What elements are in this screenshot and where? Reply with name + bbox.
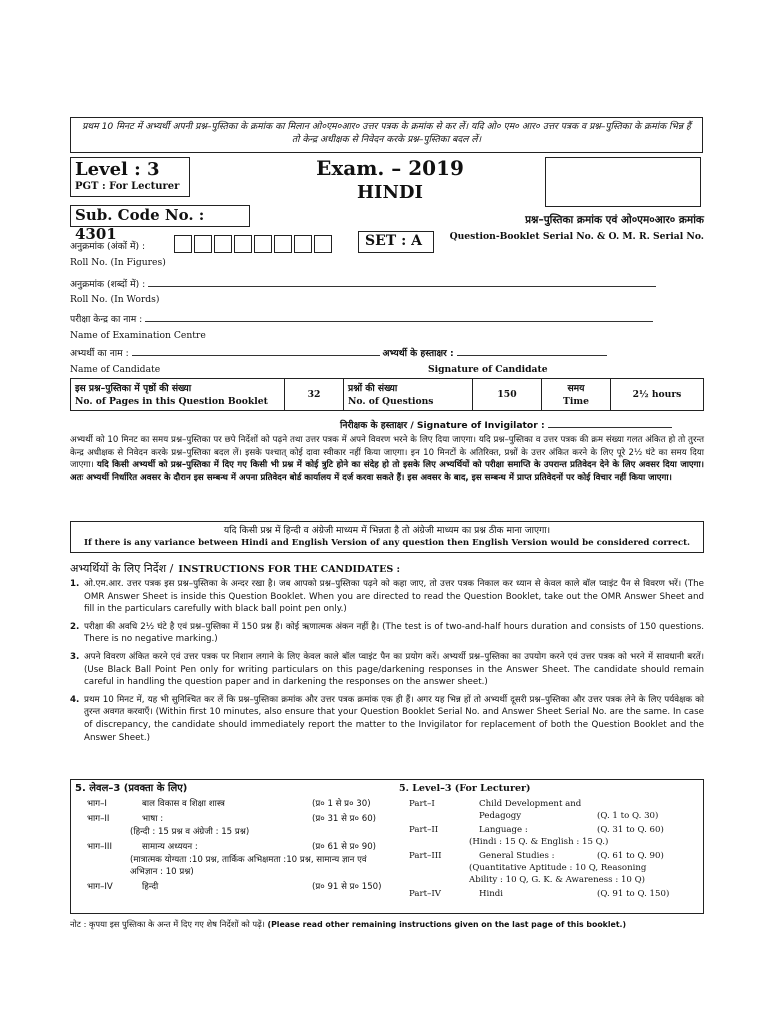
serial-number-box: [545, 157, 701, 207]
centre-label-hi: परीक्षा केन्द्र का नाम :: [70, 313, 690, 326]
roll-words-label-hi: अनुक्रमांक (शब्दों में) :: [70, 278, 690, 291]
serial-label-hi: प्रश्न–पुस्तिका क्रमांक एवं ओ०एम०आर० क्रमांक: [525, 214, 704, 226]
pages-value: 32: [285, 379, 344, 411]
top-notice: प्रथम 10 मिनट में अभ्यर्थी अपनी प्रश्न–पुस्तिका के क्रमांक का मिलान ओ०एम०आर० उत्तर पत्रक के क्रमांक से कर लें। यदि ओ० एम० आर० उत्तर पत्रक व प्रश्न–पुस्तिका के क्रमांक भिन्न हैं तो केन्द्र अधीक्षक से निवेदन करके प्रश्न–पुस्तिका बदल लें।: [70, 117, 703, 153]
section-5-english: 5. Level–3 (For Lecturer) Part–I Child Development and Pedagogy (Q. 1 to Q. 30) Part–II Language : (Q. 31 to Q. 60) (Hindi : 15 Q. & English : 15 Q.) Part–III General Studies : (Q. 61 to Q. 90) (Quantitative Aptitude : 10 Q, Reasoning Ability : 10 Q, G. K. & Awareness : 10 Q) Part–IV Hindi (Q. 91 to Q. 150): [399, 783, 670, 899]
candidate-row: अभ्यर्थी का नाम : अभ्यर्थी के हस्ताक्षर :: [70, 347, 690, 360]
instruction-list: [70, 578, 704, 744]
instruction-paragraph: अभ्यर्थी को 10 मिनट का समय प्रश्न–पुस्तिका पर छपे निर्देशों को पढ़ने तथा उत्तर पत्रक में अपने विवरण भरने के लिए दिया जाएगा। यदि प्रश्न–पुस्तिका व उत्तर पत्रक की क्रम संख्या गलत अंकित हो तो तुरन्त केन्द्र अधीक्षक से निवेदन करके प्रश्न–पुस्तिका बदल लें। इसके पश्चात् कोई दावा स्वीकार नहीं किया जाएगा। इन 10 मिनटों के अतिरिक्त, प्रश्नों के उत्तर अंकित करने के लिए पूरे 2½ घंटे का समय दिया जाएगा। यदि किसी अभ्यर्थी को प्रश्न–पुस्तिका में दिए गए किसी भी प्रश्न में कोई त्रुटि होने का संदेह हो तो इसके लिए अभ्यर्थियों को परीक्षा समाप्ति के उपरान्त प्रतिवेदन देने के लिए अवसर दिया जाएगा। अतः अभ्यर्थी निर्धारित अवसर के दौरान इस सम्बन्ध में अपना प्रतिवेदन बोर्ड कार्यालय में दर्ज करवा सकते हैं। इस अवसर के बाद, इस सम्बन्ध में प्राप्त प्रतिवेदनों पर कोई विचार नहीं किया जाएगा।: [70, 435, 704, 483]
roll-words-input[interactable]: [148, 286, 656, 287]
candidate-label-en: Name of Candidate: [70, 364, 161, 375]
questions-value: 150: [473, 379, 542, 411]
serial-label-en: Question-Booklet Serial No. & O. M. R. Serial No.: [449, 231, 704, 242]
booklet-meta-table: इस प्रश्न–पुस्तिका में पृष्ठों की संख्या No. of Pages in this Question Booklet 32 प्रश्नों की संख्या No. of Questions 150 समय Time 2½ hours: [70, 378, 704, 411]
level-label: Level : 3: [75, 159, 160, 180]
instruction-item: 2. परीक्षा की अवधि 2½ घंटे है एवं प्रश्न–पुस्तिका में 150 प्रश्न हैं। कोई ऋणात्मक अंकन नहीं है। (The test is of two-and-half hours duration and consists of 150 questions. There is no negative marking.): [70, 621, 704, 645]
section-5-hindi: 5. लेवल–3 (प्रवक्ता के लिए) भाग–I बाल विकास व शिक्षा शास्त्र (प्र० 1 से प्र० 30) भाग–II भाषा : (प्र० 31 से प्र० 60) (हिन्दी : 15 प्रश्न व अंग्रेजी : 15 प्रश्न) भाग–III सामान्य अध्ययन : (प्र० 61 से प्र० 90) (मात्रात्मक योग्यता :10 प्रश्न, तार्किक अभिक्षमता :10 प्रश्न, सामान्य ज्ञान एवं अभिज्ञान : 10 प्रश्न) भाग–IV हिन्दी (प्र० 91 से प्र० 150): [75, 783, 382, 892]
centre-input[interactable]: [145, 321, 653, 322]
exam-title: Exam. – 2019 HINDI: [290, 155, 490, 205]
instructions-heading: अभ्यर्थियों के लिए निर्देश / INSTRUCTIONS FOR THE CANDIDATES :: [70, 562, 401, 575]
roll-figures-label-hi: अनुक्रमांक (अंकों में) :: [70, 241, 146, 252]
candidate-signature-input[interactable]: [457, 355, 607, 356]
time-value: 2½ hours: [611, 379, 704, 411]
variance-notice: यदि किसी प्रश्न में हिन्दी व अंग्रेजी माध्यम में भिन्नता है तो अंग्रेजी माध्यम का प्रश्न ठीक माना जाएगा। If there is any variance between Hindi and English Version of any question then English Version would be considered correct.: [70, 521, 704, 553]
footer-note: नोट : कृपया इस पुस्तिका के अन्त में दिए गए शेष निर्देशों को पढ़ें। (Please read other remaining instructions given on the last page of this booklet.): [70, 919, 627, 929]
roll-words-label-en: Roll No. (In Words): [70, 294, 160, 305]
instruction-item: 3. अपने विवरण अंकित करने एवं उत्तर पत्रक पर निशान लगाने के लिए केवल काले बॉल प्वाइंट पैन का प्रयोग करें। अभ्यर्थी प्रश्न–पुस्तिका का उपयोग करने एवं उत्तर पत्रक को भरने में सावधानी बरतें। (Use Black Ball Point Pen only for writing particulars on this page/darkening responses in the Answer Sheet. The candidate should remain careful in handling the question paper and in darkening the responses on the answer sheet.): [70, 651, 704, 688]
invigilator-row: निरीक्षक के हस्ताक्षर / Signature of Invigilator :: [340, 419, 704, 432]
sub-code-box: Sub. Code No. : 4301: [70, 205, 250, 227]
set-label: SET : A: [358, 231, 434, 253]
section-5-box: [70, 779, 704, 914]
pgt-label: PGT : For Lecturer: [75, 181, 180, 192]
level-box: [70, 157, 190, 197]
invigilator-signature-input[interactable]: [548, 427, 672, 428]
centre-label-en: Name of Examination Centre: [70, 330, 206, 341]
subject-title: HINDI: [357, 182, 423, 203]
roll-figures-label-en: Roll No. (In Figures): [70, 257, 166, 268]
instruction-item: 4. प्रथम 10 मिनट में, यह भी सुनिश्चित कर लें कि प्रश्न–पुस्तिका क्रमांक और उत्तर पत्रक क्रमांक एक ही हैं। अगर यह भिन्न हों तो अभ्यर्थी दूसरी प्रश्न–पुस्तिका और उत्तर पत्रक लेने के लिए पर्यवेक्षक को तुरन्त अवगत करवाएँ। (Within first 10 minutes, also ensure that your Question Booklet Serial No. and Answer Sheet Serial No. are the same. In case of discrepancy, the candidate should immediately report the matter to the Invigilator for replacement of both the Question Booklet and the Answer Sheet.): [70, 694, 704, 743]
instruction-item: 1. ओ.एम.आर. उत्तर पत्रक इस प्रश्न–पुस्तिका के अन्दर रखा है। जब आपको प्रश्न–पुस्तिका पढ़ने को कहा जाए, तो उत्तर पत्रक निकाल कर ध्यान से केवल काले बॉल प्वाइंट पैन से विवरण भरें। (The OMR Answer Sheet is inside this Question Booklet. When you are directed to read the Question Booklet, take out the OMR Answer Sheet and fill in the particulars carefully with black ball point pen only.): [70, 579, 704, 615]
candidate-name-input[interactable]: [132, 355, 380, 356]
signature-label-en: Signature of Candidate: [428, 364, 548, 375]
roll-figures-cells[interactable]: [174, 233, 334, 253]
